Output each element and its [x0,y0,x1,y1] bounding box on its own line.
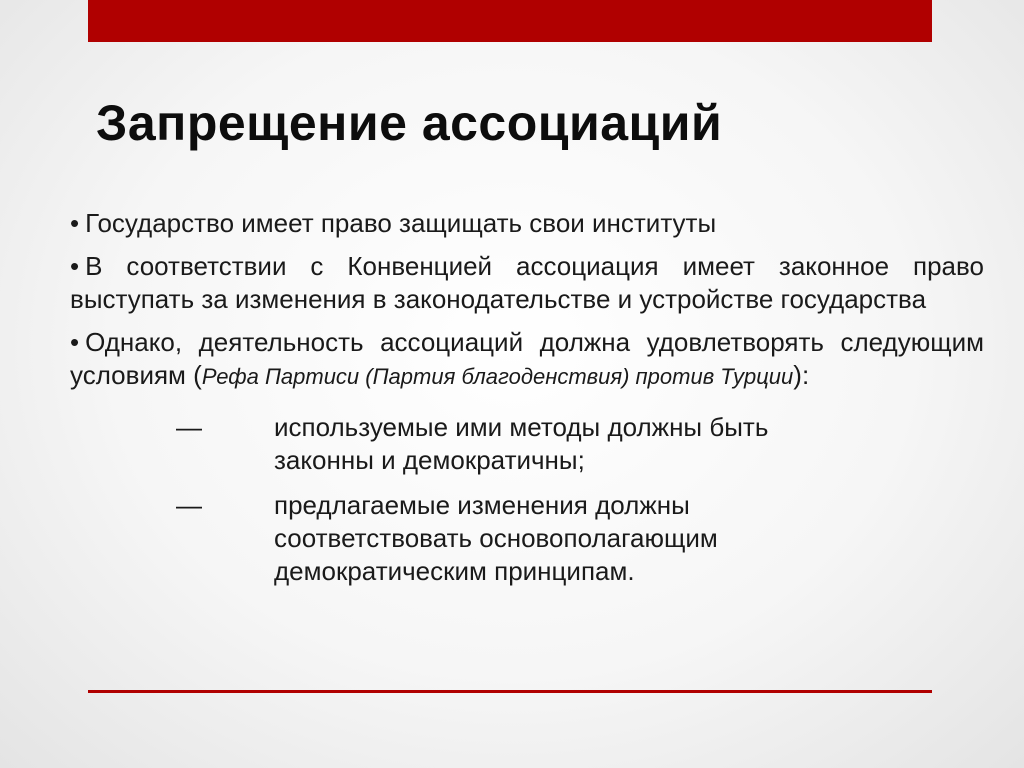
bullet-text-end: ): [793,360,810,390]
condition-list [70,411,984,588]
case-citation: Рефа Партиси (Партия благоденствия) против Турции [201,364,794,389]
bullet-text: В соответствии с Конвенцией ассоциация имеет законное право выступать за изменения в законодательстве и устройстве государства [70,251,984,314]
bullet-text: Государство имеет право защищать свои институты [85,208,717,238]
slide-title: Запрещение ассоциаций [96,95,723,151]
bullet-item [70,326,984,393]
dash-marker: — [176,490,202,520]
condition-text: предлагаемые изменения должны соответствовать основополагающим демократическим принципам. [274,490,718,586]
slide-content [70,207,984,600]
bullet-marker: • [70,251,80,281]
top-accent-bar [88,0,932,42]
condition-text: используемые ими методы должны быть законны и демократичны; [274,412,769,475]
bottom-divider [88,690,932,693]
bullet-item [70,207,984,240]
bullet-text: Однако, деятельность ассоциаций должна удовлетворять следующим условиям ( [70,327,984,390]
bullet-item [70,250,984,316]
condition-item [70,411,984,477]
dash-marker: — [176,412,202,442]
condition-item [70,489,984,588]
bullet-marker: • [70,327,80,357]
bullet-marker: • [70,208,80,238]
